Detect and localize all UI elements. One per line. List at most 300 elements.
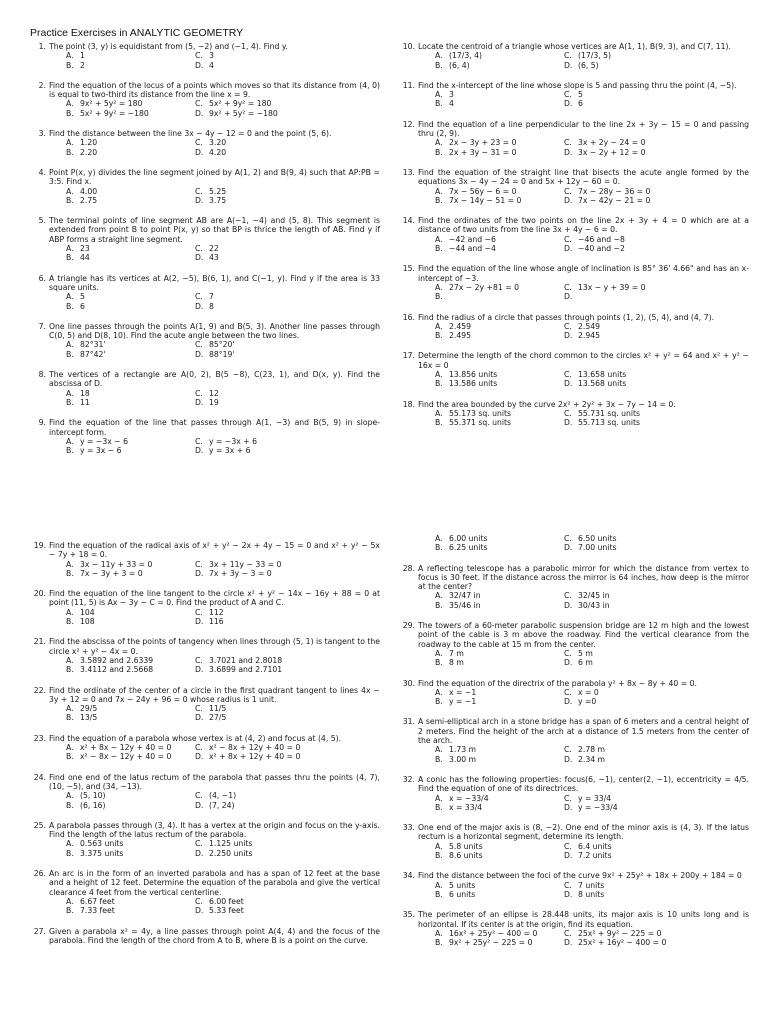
question-item bbox=[399, 717, 749, 763]
option-text: 3.20 bbox=[209, 138, 227, 148]
question-row bbox=[30, 773, 380, 792]
answer-options bbox=[66, 99, 380, 118]
option-letter: A. bbox=[435, 793, 443, 803]
answer-options bbox=[435, 283, 749, 302]
question-row bbox=[399, 871, 749, 880]
answer-options bbox=[66, 560, 380, 579]
option-letter: C. bbox=[195, 896, 203, 906]
question-text: One line passes through the points A(1, 9) and B(5, 3). Another line passes through C(0, 5) and D(8, 10). Find the acute angle between the two lines. bbox=[49, 321, 380, 341]
question-row bbox=[30, 322, 380, 341]
question-item bbox=[30, 637, 380, 674]
option-letter: A. bbox=[435, 138, 443, 148]
answer-options bbox=[435, 745, 749, 764]
answer-options bbox=[66, 244, 380, 263]
option-letter: C. bbox=[195, 655, 203, 665]
question-number: 22. bbox=[33, 685, 46, 695]
option-text: 25x² + 9y² − 225 = 0 bbox=[578, 928, 662, 938]
question-text: Find the equation of the line tangent to the circle x² + y² − 14x − 16y + 88 = 0 at point (11, 5) is Ax − 3y − C = 0. Find the product of A and C. bbox=[49, 589, 380, 608]
question-item bbox=[399, 168, 749, 205]
option-text: 3.7021 and 2.8018 bbox=[209, 655, 283, 665]
option-text: 82°31' bbox=[80, 340, 106, 350]
option-text: 7x − 3y + 3 = 0 bbox=[80, 568, 143, 578]
question-number: 32. bbox=[402, 774, 415, 784]
option-letter: B. bbox=[435, 802, 443, 812]
option-letter: B. bbox=[66, 848, 74, 858]
option-letter: B. bbox=[435, 195, 443, 205]
option-text: 13.856 units bbox=[449, 370, 498, 380]
option-text: y = −3x + 6 bbox=[209, 436, 257, 446]
answer-options bbox=[66, 839, 380, 858]
option-letter: D. bbox=[195, 195, 204, 205]
option-letter: D. bbox=[564, 889, 573, 899]
option-text: (4, −1) bbox=[209, 791, 237, 801]
question-text: A conic has the following properties: focus(6, −1), center(2, −1), eccentricity = 4/5. Find the equation of one of its directrices. bbox=[418, 774, 749, 794]
question-row bbox=[399, 168, 749, 187]
question-text: Find the equation of the locus of a points which moves so that its distance from (4, 0) is equal to two-third its distance from the line x = 9. bbox=[49, 80, 380, 100]
option-text: 55.371 sq. units bbox=[449, 418, 512, 428]
question-item bbox=[399, 910, 749, 947]
option-letter: A. bbox=[435, 928, 443, 938]
option-letter: A. bbox=[435, 841, 443, 851]
question-row bbox=[30, 274, 380, 293]
option-text: 13.658 units bbox=[578, 370, 627, 380]
option-letter: C. bbox=[195, 186, 203, 196]
question-text: Find the equation of the directrix of the parabola y² + 8x − 8y + 40 = 0. bbox=[418, 678, 697, 688]
option-letter: A. bbox=[66, 791, 74, 801]
question-item bbox=[30, 418, 380, 455]
option-letter: A. bbox=[435, 687, 443, 697]
question-number: 11. bbox=[402, 80, 415, 90]
option-text: y = 3x − 6 bbox=[80, 446, 122, 456]
question-text: Find the distance between the foci of the curve 9x² + 25y² + 18x + 200y + 184 = 0 bbox=[418, 871, 742, 881]
option-letter: A. bbox=[435, 186, 443, 196]
option-text: 25x² + 16y² − 400 = 0 bbox=[578, 938, 667, 948]
question-number: 17. bbox=[402, 351, 415, 361]
option-text: −46 and −8 bbox=[578, 234, 625, 244]
option-letter: A. bbox=[66, 655, 74, 665]
question-number: 8. bbox=[38, 370, 46, 380]
option-text: 3x − 11y + 33 = 0 bbox=[80, 559, 153, 569]
option-text: 43 bbox=[209, 253, 219, 263]
question-text: Find the abscissa of the points of tangency when lines through (5, 1) is tangent to the circle x² + y² − 4x = 0. bbox=[49, 637, 380, 656]
option-text: 3 bbox=[449, 90, 454, 100]
option-text: 3.75 bbox=[209, 195, 227, 205]
question-number: 13. bbox=[402, 167, 415, 177]
option-letter: A. bbox=[66, 896, 74, 906]
option-text: 5 units bbox=[449, 880, 476, 890]
option-text: x = 0 bbox=[578, 687, 599, 697]
question-row bbox=[399, 351, 749, 370]
option-text: y = 33/4 bbox=[578, 793, 612, 803]
question-row bbox=[30, 734, 380, 743]
answer-options bbox=[435, 322, 749, 341]
option-text: 5 bbox=[578, 90, 583, 100]
option-letter: D. bbox=[195, 349, 204, 359]
answer-options bbox=[435, 929, 749, 948]
option-text: 55.173 sq. units bbox=[449, 408, 512, 418]
option-text: x² − 8x + 12y + 40 = 0 bbox=[209, 743, 301, 753]
option-letter: D. bbox=[564, 658, 573, 668]
option-letter: B. bbox=[66, 752, 74, 762]
question-row bbox=[399, 42, 749, 51]
option-text: x² − 8x − 12y + 40 = 0 bbox=[80, 752, 172, 762]
question-row bbox=[399, 264, 749, 283]
question-item bbox=[30, 927, 380, 946]
question-number: 28. bbox=[402, 563, 415, 573]
question-row bbox=[399, 120, 749, 139]
option-text: 29/5 bbox=[80, 704, 98, 714]
option-text: 7.00 units bbox=[578, 543, 617, 553]
option-letter: D. bbox=[564, 754, 573, 764]
option-text: 9x² + 5y² = −180 bbox=[209, 108, 278, 118]
question-row bbox=[399, 564, 749, 592]
option-text bbox=[449, 292, 564, 301]
question-number: 25. bbox=[33, 820, 46, 830]
option-letter: B. bbox=[66, 617, 74, 627]
question-row bbox=[30, 541, 380, 560]
option-letter: C. bbox=[564, 534, 572, 543]
option-text: 4.20 bbox=[209, 147, 227, 157]
question-item bbox=[399, 313, 749, 341]
option-text: 11/5 bbox=[209, 704, 227, 714]
question-row bbox=[399, 400, 749, 409]
option-text: 3 bbox=[209, 51, 214, 61]
question-text: An arc is in the form of an inverted parabola and has a span of 12 feet at the base and a height of 12 feet. Determine the equation of the parabola and give the vertical clearance 4 feet from the vertical centerline. bbox=[49, 869, 380, 897]
answer-options bbox=[66, 138, 380, 157]
option-text: 3.00 m bbox=[449, 754, 477, 764]
option-text: 3.5892 and 2.6339 bbox=[80, 655, 154, 665]
option-letter: B. bbox=[435, 754, 443, 764]
answer-options bbox=[66, 704, 380, 723]
option-letter: A. bbox=[66, 704, 74, 714]
option-text: 2.495 bbox=[449, 331, 472, 341]
option-text: 1.73 m bbox=[449, 745, 477, 755]
option-text: 55.731 sq. units bbox=[578, 408, 641, 418]
option-text: 2.549 bbox=[578, 321, 601, 331]
option-letter: B. bbox=[66, 60, 74, 70]
answer-options bbox=[66, 791, 380, 810]
option-text: 16x² + 25y² − 400 = 0 bbox=[449, 928, 538, 938]
option-letter: B. bbox=[435, 418, 443, 428]
option-text: 8.6 units bbox=[449, 851, 483, 861]
option-letter: C. bbox=[564, 591, 572, 601]
option-text bbox=[578, 292, 749, 301]
answer-options bbox=[66, 51, 380, 70]
option-text: 2.945 bbox=[578, 331, 601, 341]
option-letter: A. bbox=[66, 292, 74, 302]
question-text: Find the equation of a line perpendicular to the line 2x + 3y − 15 = 0 and passing thru (2, 9). bbox=[418, 119, 749, 139]
question-text: Find the equation of the radical axis of x² + y² − 2x + 4y − 15 = 0 and x² + y² − 5x − 7y + 18 = 0. bbox=[49, 541, 380, 560]
question-row bbox=[399, 775, 749, 794]
option-text: 5 bbox=[80, 292, 85, 302]
option-letter: D. bbox=[195, 848, 204, 858]
question-text: The point (3, y) is equidistant from (5, −2) and (−1, 4). Find y. bbox=[49, 42, 288, 51]
option-text: 1 bbox=[80, 51, 85, 61]
question-number: 12. bbox=[402, 119, 415, 129]
question-row bbox=[399, 910, 749, 929]
question-text: Find the equation of the line that passes through A(1, −3) and B(5, 9) in slope-intercept form. bbox=[49, 418, 380, 437]
questions-column-left-top bbox=[30, 42, 380, 455]
question-number: 7. bbox=[38, 321, 46, 331]
option-letter: C. bbox=[564, 186, 572, 196]
question-text: Find the distance between the line 3x − 4y − 12 = 0 and the point (5, 6). bbox=[49, 129, 332, 139]
option-text: 2.250 units bbox=[209, 848, 253, 858]
question-item bbox=[399, 81, 749, 109]
option-letter: B. bbox=[66, 906, 74, 916]
option-letter: A. bbox=[66, 839, 74, 849]
question-text: Point P(x, y) divides the line segment joined by A(1, 2) and B(9, 4) such that AP:PB = 3:5. Find x. bbox=[49, 167, 380, 187]
question-item bbox=[399, 564, 749, 610]
option-text: 116 bbox=[209, 617, 224, 627]
option-letter: C. bbox=[564, 321, 572, 331]
answer-options bbox=[435, 51, 749, 70]
option-text: 5x² + 9y² = −180 bbox=[80, 108, 149, 118]
question-number: 16. bbox=[402, 312, 415, 322]
option-text: 7x − 14y − 51 = 0 bbox=[449, 195, 522, 205]
option-text: 7x − 42y − 21 = 0 bbox=[578, 195, 651, 205]
option-letter: A. bbox=[435, 234, 443, 244]
option-letter: D. bbox=[564, 147, 573, 157]
question-row bbox=[399, 823, 749, 842]
option-text: 13.568 units bbox=[578, 379, 627, 389]
question-text: A triangle has its vertices at A(2, −5), B(6, 1), and C(−1, y). Find y if the area is 33 square units. bbox=[49, 273, 380, 292]
option-letter: D. bbox=[564, 60, 573, 70]
question-item bbox=[30, 216, 380, 262]
option-letter: B. bbox=[435, 60, 443, 70]
option-text: 5.33 feet bbox=[209, 906, 244, 916]
option-text: 8 m bbox=[449, 658, 464, 668]
option-text: 55.713 sq. units bbox=[578, 418, 641, 428]
question-row bbox=[30, 869, 380, 897]
option-letter: B. bbox=[435, 543, 443, 553]
option-text: y =0 bbox=[578, 697, 597, 707]
question-number: 15. bbox=[402, 264, 415, 274]
question-text: Find the ordinates of the two points on the line 2x + 3y + 4 = 0 which are at a distance of two units from the line 3x + 4y − 6 = 0. bbox=[418, 216, 749, 235]
option-letter: B. bbox=[66, 108, 74, 118]
option-letter: C. bbox=[195, 138, 203, 148]
question-item bbox=[30, 686, 380, 723]
option-letter: D. bbox=[564, 195, 573, 205]
option-letter: C. bbox=[564, 648, 572, 658]
option-text: 85°20' bbox=[209, 340, 235, 350]
option-letter: D. bbox=[564, 418, 573, 428]
option-letter: C. bbox=[564, 408, 572, 418]
option-text: 3x + 11y − 33 = 0 bbox=[209, 559, 282, 569]
question-item bbox=[30, 168, 380, 205]
question-item bbox=[30, 821, 380, 858]
option-letter: B. bbox=[435, 889, 443, 899]
option-text: 9x² + 5y² = 180 bbox=[80, 99, 143, 109]
option-letter: A. bbox=[435, 880, 443, 890]
question-row bbox=[30, 589, 380, 608]
option-text: 23 bbox=[80, 244, 90, 254]
option-letter: D. bbox=[564, 244, 573, 254]
option-text: 7x + 3y − 3 = 0 bbox=[209, 568, 272, 578]
option-letter: C. bbox=[564, 687, 572, 697]
option-letter: C. bbox=[195, 292, 203, 302]
option-letter: C. bbox=[195, 388, 203, 398]
answer-options bbox=[435, 187, 749, 206]
question-text: The towers of a 60-meter parabolic suspension bridge are 12 m high and the lowest point of the cable is 3 m above the roadway. Find the vertical clearance from the roadway to the cable at 15 m from the center. bbox=[418, 621, 749, 649]
option-text: 3x − 2y + 12 = 0 bbox=[578, 147, 646, 157]
option-letter: A. bbox=[66, 99, 74, 109]
option-text: 30/43 in bbox=[578, 600, 610, 610]
option-text: (5, 10) bbox=[80, 791, 106, 801]
option-text: 35/46 in bbox=[449, 600, 481, 610]
question-number: 23. bbox=[33, 733, 46, 743]
question-text: A semi-elliptical arch in a stone bridge has a span of 6 meters and a central height of 2 meters. Find the height of the arch at a distance of 1.5 meters from the center of the arch. bbox=[418, 717, 749, 746]
question-row bbox=[30, 168, 380, 187]
option-letter: B. bbox=[66, 665, 74, 675]
question-number: 34. bbox=[402, 871, 415, 881]
option-text: 9x² + 25y² − 225 = 0 bbox=[449, 938, 533, 948]
question-item bbox=[399, 400, 749, 428]
question-text: Locate the centroid of a triangle whose vertices are A(1, 1), B(9, 3), and C(7, 11). bbox=[418, 42, 731, 51]
option-text: 0.563 units bbox=[80, 839, 124, 849]
option-letter: A. bbox=[435, 370, 443, 380]
question-item bbox=[399, 264, 749, 301]
option-text: 11 bbox=[80, 397, 90, 407]
option-letter: D. bbox=[195, 253, 204, 263]
option-text: 12 bbox=[209, 388, 219, 398]
question-row bbox=[30, 81, 380, 100]
option-letter: A. bbox=[66, 388, 74, 398]
option-text: 6.25 units bbox=[449, 543, 488, 553]
option-text: 2.78 m bbox=[578, 745, 606, 755]
question-number: 26. bbox=[33, 869, 46, 879]
answer-options bbox=[66, 656, 380, 675]
option-text: 3.4112 and 2.5668 bbox=[80, 665, 154, 675]
option-letter: C. bbox=[564, 138, 572, 148]
question-text: One end of the major axis is (8, −2). One end of the minor axis is (4, 3). If the latus rectum is a horizontal segment, determine its length. bbox=[418, 823, 749, 842]
question-item bbox=[399, 621, 749, 667]
answer-options bbox=[66, 608, 380, 627]
question-text: Find one end of the latus rectum of the parabola that passes thru the points (4, 7), (10, −5), and (34, −13). bbox=[49, 772, 380, 791]
option-letter: B. bbox=[66, 446, 74, 456]
question-text: Determine the length of the chord common to the circles x² + y² = 64 and x² + y² − 16x = 0 bbox=[418, 351, 749, 370]
question-row bbox=[30, 216, 380, 244]
option-text: x² + 8x − 12y + 40 = 0 bbox=[80, 743, 172, 753]
question-text: The perimeter of an ellipse is 28.448 units, its major axis is 10 units long and is horizontal. If its center is at the origin, find its equation. bbox=[418, 910, 749, 929]
option-letter: B. bbox=[435, 851, 443, 861]
option-text: 8 units bbox=[578, 889, 605, 899]
question-text: Find the equation of the line whose angle of inclination is 85° 36' 4.66" and has an x-intercept of −3. bbox=[418, 264, 749, 283]
question-row bbox=[30, 927, 380, 946]
question-row bbox=[399, 621, 749, 649]
question-item bbox=[399, 823, 749, 860]
option-letter: C. bbox=[564, 841, 572, 851]
option-letter: A. bbox=[435, 51, 443, 61]
answer-options bbox=[66, 897, 380, 916]
option-text: 13x − y + 39 = 0 bbox=[578, 282, 646, 292]
option-text: 87°42' bbox=[80, 349, 106, 359]
question-item bbox=[399, 871, 749, 899]
option-text: 13/5 bbox=[80, 713, 98, 723]
question-text: Given a parabola x² = 4y, a line passes through point A(4, 4) and the focus of the parabola. Find the length of the chord from A to B, where B is a point on the curve. bbox=[49, 926, 380, 945]
answer-options bbox=[435, 591, 749, 610]
option-text: −42 and −6 bbox=[449, 234, 496, 244]
question-item bbox=[30, 370, 380, 407]
option-letter: B. bbox=[435, 147, 443, 157]
option-text: 44 bbox=[80, 253, 90, 263]
answer-options bbox=[435, 534, 749, 553]
option-text: 7 m bbox=[449, 648, 464, 658]
option-letter: A. bbox=[435, 90, 443, 100]
option-text: 7x − 28y − 36 = 0 bbox=[578, 186, 651, 196]
answer-options bbox=[66, 743, 380, 762]
answer-options bbox=[435, 881, 749, 900]
option-letter: C. bbox=[564, 234, 572, 244]
option-letter: A. bbox=[435, 591, 443, 601]
option-letter: A. bbox=[66, 559, 74, 569]
question-number: 31. bbox=[402, 717, 415, 727]
option-letter: B. bbox=[66, 301, 74, 311]
option-text: 5 m bbox=[578, 648, 593, 658]
option-letter: D. bbox=[564, 292, 573, 302]
option-text: (6, 4) bbox=[449, 60, 470, 70]
question-number: 30. bbox=[402, 678, 415, 688]
option-letter: C. bbox=[195, 704, 203, 714]
questions-column-right-top bbox=[399, 42, 749, 428]
option-text: 7 bbox=[209, 292, 214, 302]
option-text: 1.20 bbox=[80, 138, 98, 148]
option-letter: C. bbox=[195, 340, 203, 350]
option-letter: A. bbox=[66, 340, 74, 350]
option-letter: B. bbox=[435, 244, 443, 254]
option-letter: A. bbox=[66, 436, 74, 446]
question-item bbox=[30, 589, 380, 626]
option-text: 22 bbox=[209, 244, 219, 254]
option-letter: D. bbox=[564, 331, 573, 341]
option-letter: C. bbox=[564, 51, 572, 61]
answer-options bbox=[435, 688, 749, 707]
option-text: 13.586 units bbox=[449, 379, 498, 389]
question-row bbox=[399, 679, 749, 688]
answer-options bbox=[435, 794, 749, 813]
option-text: 6 bbox=[578, 99, 583, 109]
option-letter: C. bbox=[564, 928, 572, 938]
option-letter: B. bbox=[435, 292, 443, 302]
option-text: 2.34 m bbox=[578, 754, 606, 764]
option-letter: C. bbox=[195, 244, 203, 254]
question-number: 20. bbox=[33, 589, 46, 599]
option-letter: A. bbox=[435, 534, 443, 543]
answer-options bbox=[66, 292, 380, 311]
option-text: (6, 16) bbox=[80, 800, 106, 810]
question-item bbox=[30, 42, 380, 70]
question-text: A reflecting telescope has a parabolic mirror for which the distance from vertex to focus is 30 feet. If the distance across the mirror is 64 inches, how deep is the mirror at the center? bbox=[418, 563, 749, 592]
option-text: 7.33 feet bbox=[80, 906, 115, 916]
answer-options bbox=[435, 409, 749, 428]
option-letter: C. bbox=[564, 745, 572, 755]
question-row bbox=[30, 821, 380, 840]
question-item bbox=[30, 322, 380, 359]
option-letter: D. bbox=[195, 568, 204, 578]
option-text: (17/3, 5) bbox=[578, 51, 612, 61]
option-text: 18 bbox=[80, 388, 90, 398]
question-item bbox=[30, 541, 380, 578]
option-letter: A. bbox=[435, 648, 443, 658]
option-letter: A. bbox=[435, 321, 443, 331]
option-text: x = 33/4 bbox=[449, 802, 483, 812]
question-item bbox=[399, 775, 749, 812]
question-item bbox=[30, 129, 380, 157]
question-text: Find the equation of a parabola whose vertex is at (4, 2) and focus at (4, 5). bbox=[49, 733, 342, 743]
question-text: Find the x-intercept of the line whose slope is 5 and passing thru the point (4, −5). bbox=[418, 80, 737, 90]
option-text: 5.8 units bbox=[449, 841, 483, 851]
option-letter: C. bbox=[195, 791, 203, 801]
question-number: 10. bbox=[402, 42, 415, 51]
